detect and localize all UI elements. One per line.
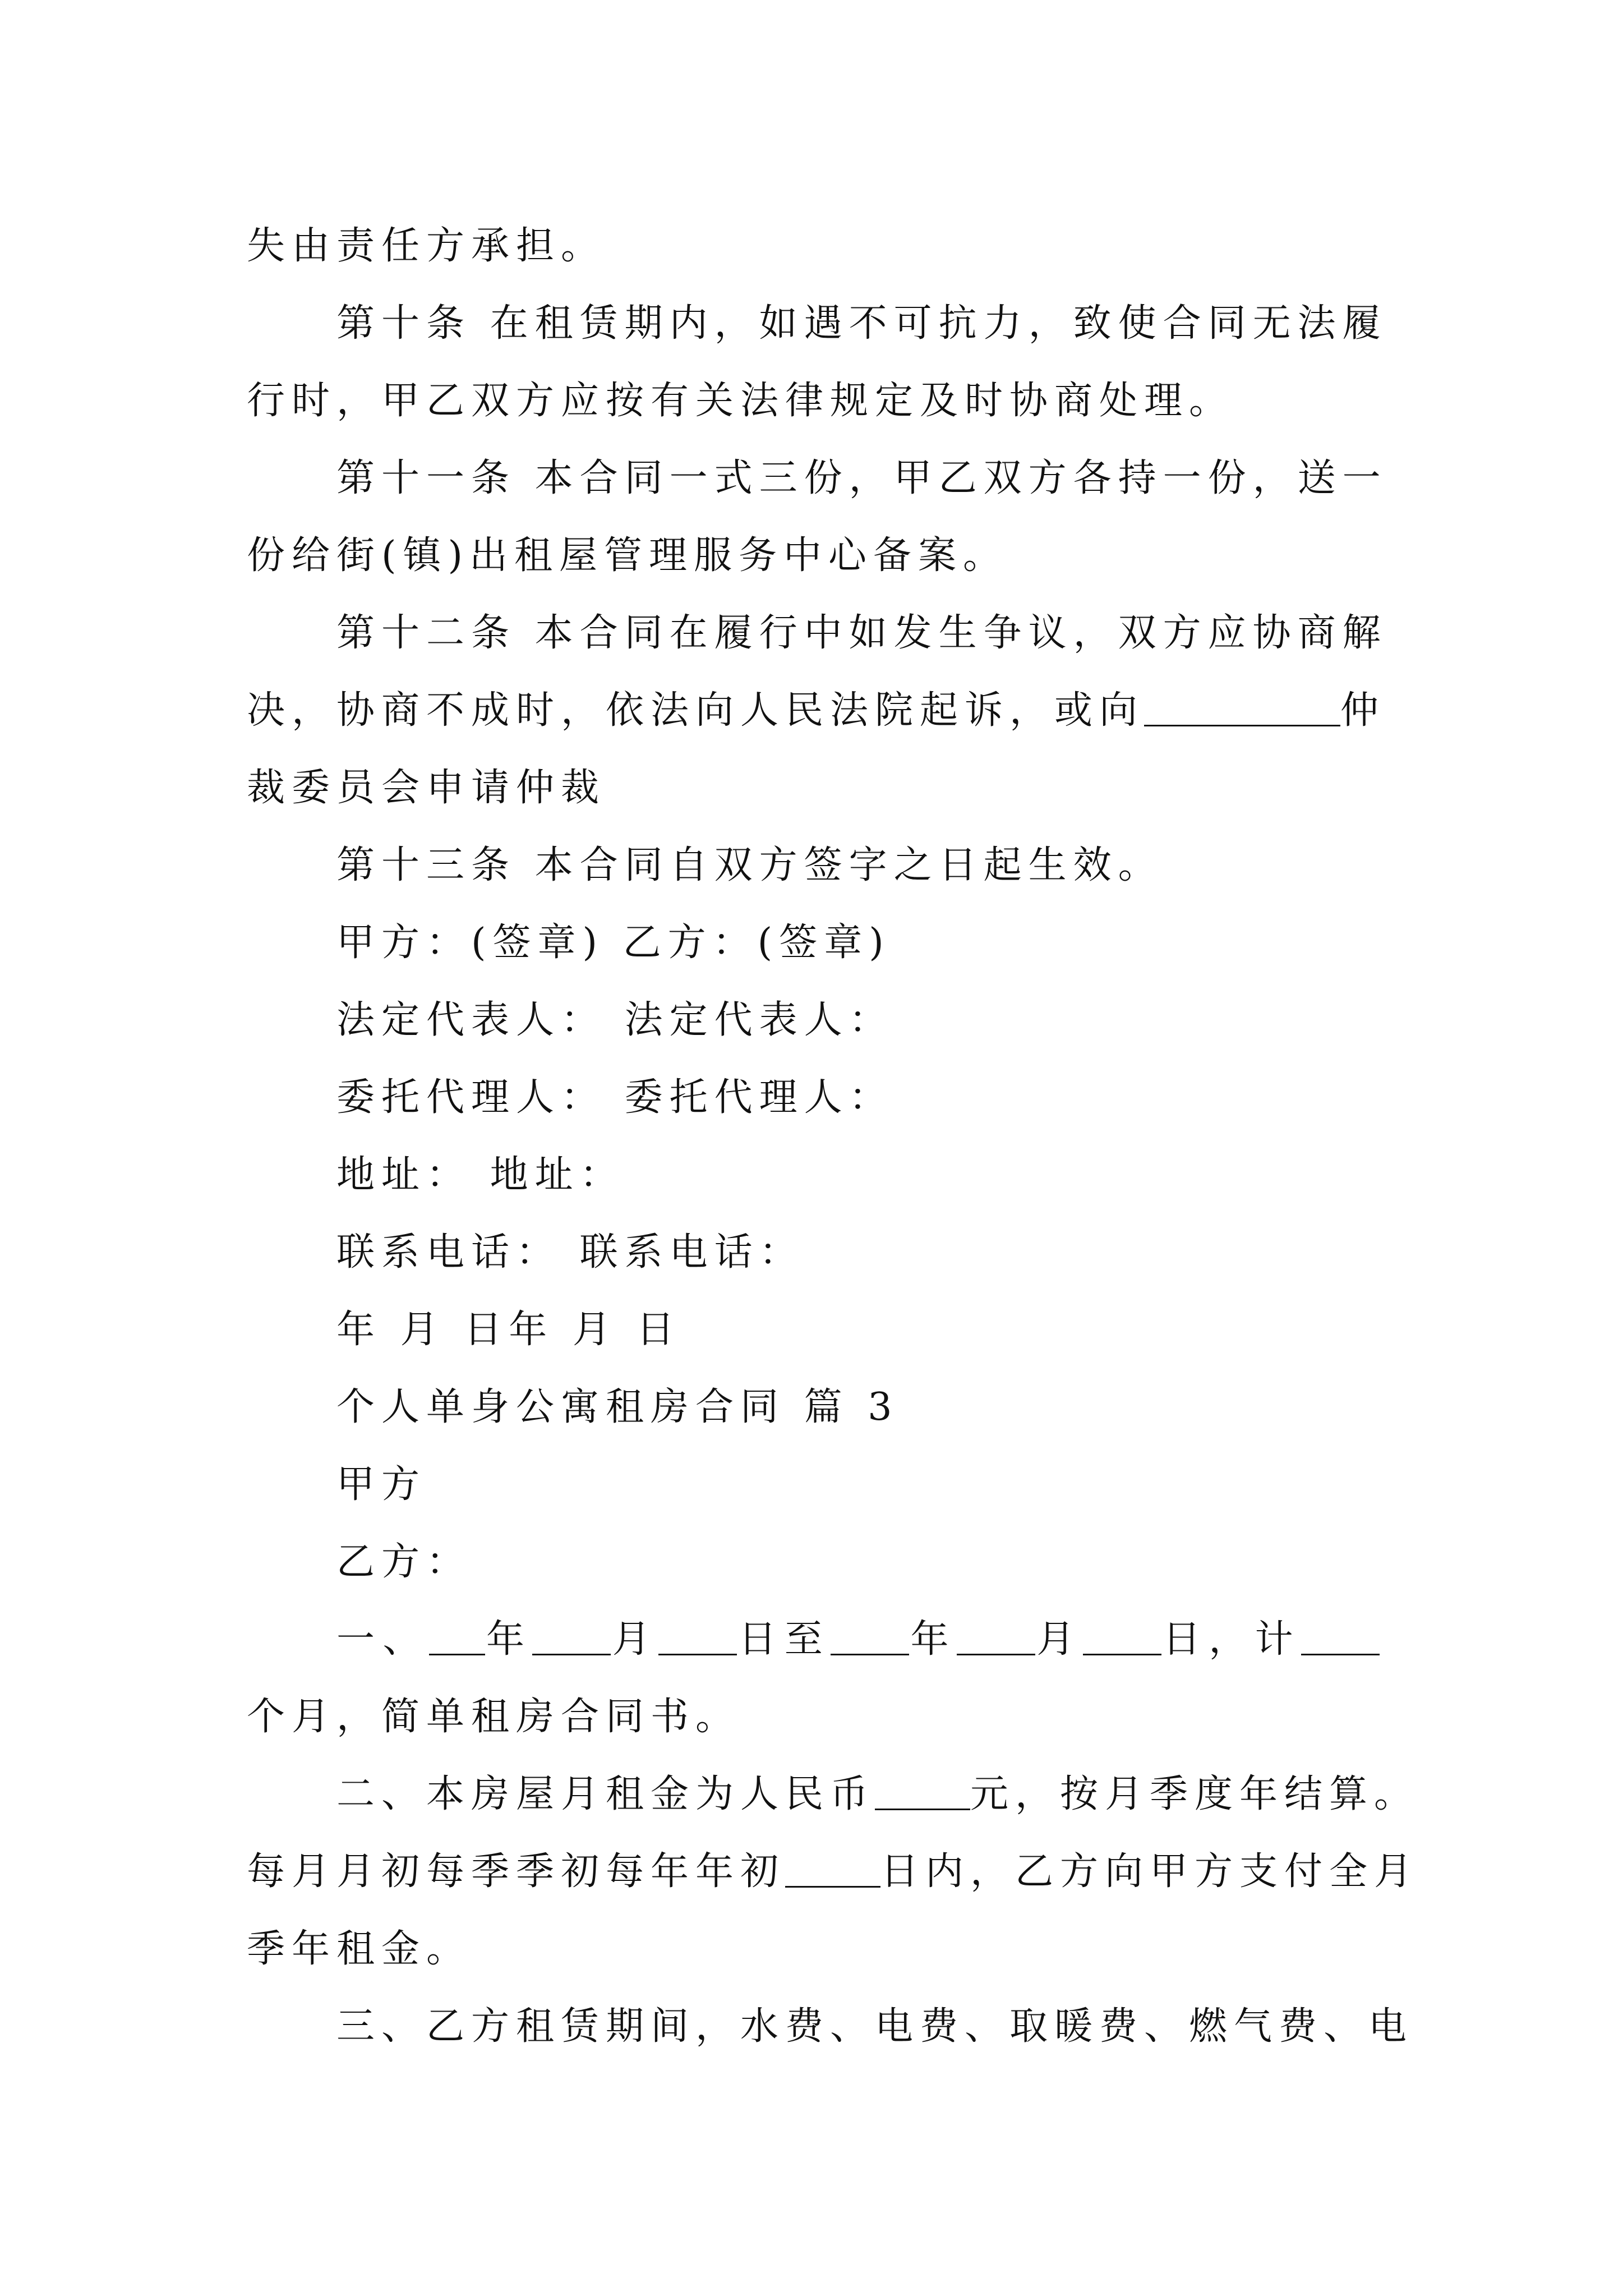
rent-clause-text: 二、本房屋月租金为人民币: [336, 1772, 875, 1816]
rent-clause-line-3: 季年租金。: [247, 1927, 472, 1971]
article-11-line-1: 第十一条 本合同一式三份，甲乙双方各持一份，送一: [336, 456, 1387, 500]
start-month-blank: [532, 1611, 611, 1655]
rent-clause-line-2: [247, 1833, 1419, 1911]
party-a-line: 甲方: [336, 1462, 427, 1507]
rent-clause-text: 每月月初每季季初每年年初: [247, 1849, 786, 1894]
monthly-rent-blank: [875, 1766, 970, 1810]
rent-clause-line-1: [247, 1756, 1419, 1833]
end-day-blank: [1083, 1611, 1161, 1655]
term-clause-text: 月: [1035, 1617, 1083, 1662]
article-12-line-1: 第十二条 本合同在履行中如发生争议，双方应协商解: [336, 611, 1387, 655]
term-clause-text: 日至: [737, 1617, 831, 1662]
article-12-text-end: 仲: [1340, 688, 1386, 733]
signature-party-line: 甲方：(签章) 乙方：(签章): [336, 921, 891, 965]
article-10-line-1: 第十条 在租赁期内，如遇不可抗力，致使合同无法履: [336, 301, 1387, 346]
end-month-blank: [957, 1611, 1035, 1655]
total-months-blank: [1301, 1611, 1380, 1655]
party-b-line: 乙方：: [336, 1540, 472, 1584]
rent-clause-text: 元，按月季度年结算。: [970, 1772, 1419, 1816]
address-line: 地址： 地址：: [336, 1153, 625, 1197]
article-10-line-2: 行时，甲乙双方应按有关法律规定及时协商处理。: [247, 379, 1234, 423]
legal-representative-line: 法定代表人： 法定代表人：: [336, 998, 894, 1042]
fees-clause-line-1: 三、乙方租赁期间，水费、电费、取暖费、燃气费、电: [336, 2004, 1414, 2049]
article-11-line-2: 份给街(镇)出租屋管理服务中心备案。: [247, 533, 1008, 578]
article-12-line-2: [247, 672, 1386, 749]
document-page: [247, 208, 1419, 2065]
payment-days-blank: [785, 1843, 880, 1888]
term-clause-text: 日，计: [1161, 1617, 1301, 1662]
rent-clause-text: 日内，乙方向甲方支付全月: [880, 1849, 1419, 1894]
term-clause-text: 一、: [336, 1617, 429, 1662]
term-clause-line-1: [247, 1601, 1380, 1678]
term-clause-text: 月: [611, 1617, 659, 1662]
paragraph-line: 失由责任方承担。: [247, 224, 606, 268]
end-year-blank: [831, 1611, 909, 1655]
authorized-agent-line: 委托代理人： 委托代理人：: [336, 1075, 894, 1120]
start-day-blank: [658, 1611, 737, 1655]
term-clause-line-2: 个月，简单租房合同书。: [247, 1695, 741, 1739]
term-clause-text: 年: [485, 1617, 533, 1662]
start-year-blank: [429, 1611, 485, 1655]
term-clause-text: 年: [909, 1617, 957, 1662]
date-line: 年 月 日年 月 日: [336, 1308, 681, 1352]
phone-line: 联系电话： 联系电话：: [336, 1230, 804, 1274]
article-12-line-3: 裁委员会申请仲裁: [247, 766, 606, 810]
arbitration-committee-blank: [1144, 682, 1340, 726]
article-13-line: 第十三条 本合同自双方签字之日起生效。: [336, 843, 1163, 887]
article-12-text: 决，协商不成时，依法向人民法院起诉，或向: [247, 688, 1145, 733]
section-heading: 个人单身公寓租房合同 篇 3: [336, 1385, 899, 1429]
